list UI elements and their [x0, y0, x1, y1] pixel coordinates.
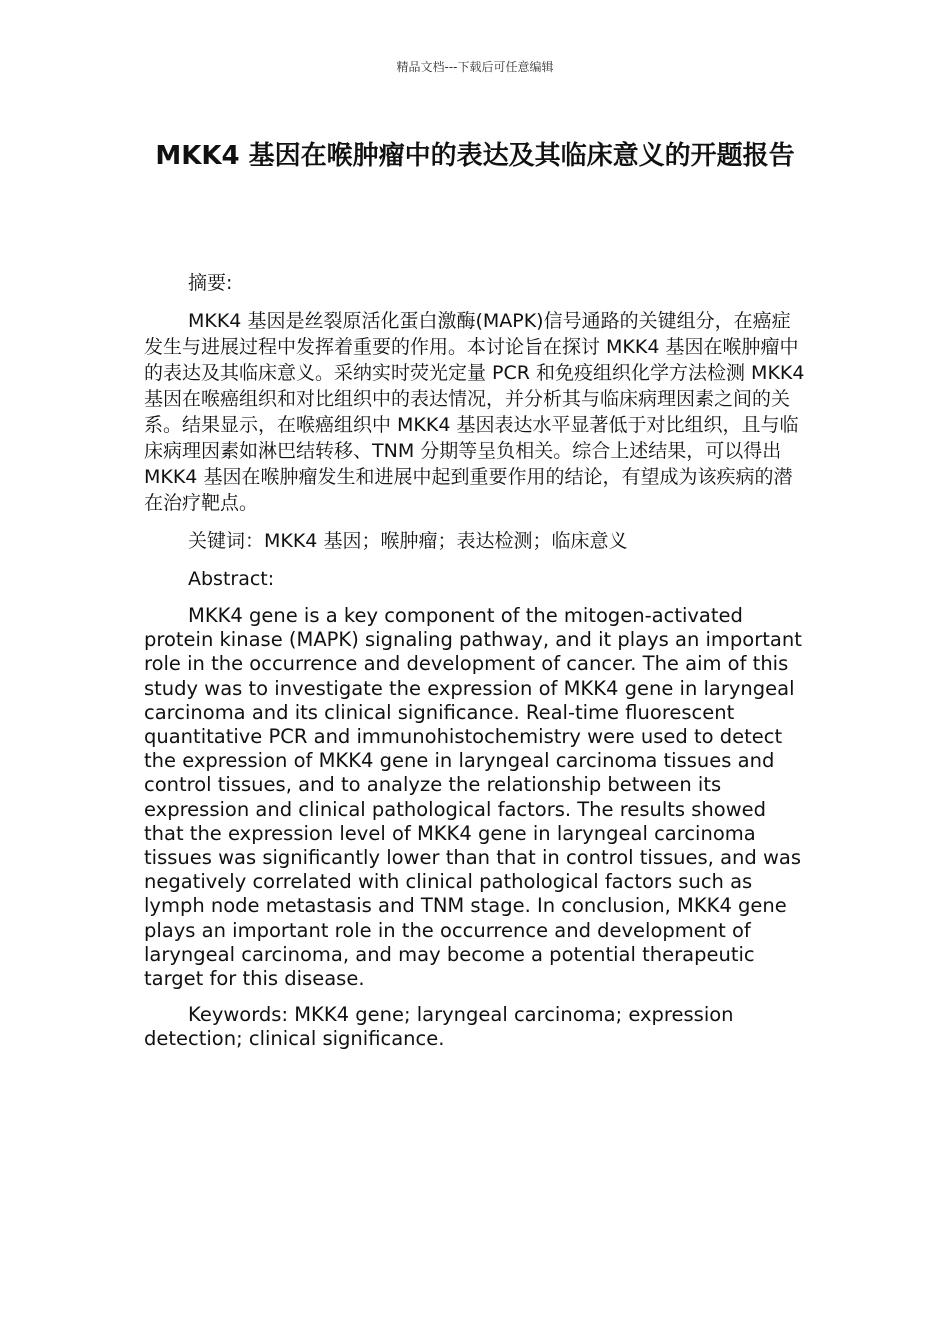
document-header-note: 精品文档---下载后可任意编辑 — [396, 60, 554, 74]
document-title: MKK4 基因在喉肿瘤中的表达及其临床意义的开题报告 — [155, 141, 795, 171]
abstract-en-label: Abstract: — [188, 568, 275, 590]
keywords-en: Keywords: MKK4 gene; laryngeal carcinoma; expression detection; clinical significance. — [144, 1003, 734, 1051]
keywords-cn: 关键词：MKK4 基因；喉肿瘤；表达检测；临床意义 — [188, 530, 628, 552]
abstract-cn-body: MKK4 基因是丝裂原活化蛋白激酶(MAPK)信号通路的关键组分，在癌症发生与进展过程中发挥着重要的作用。本讨论旨在探讨 MKK4 基因在喉肿瘤中的表达及其临床意义。采纳实时荧光定量 PCR 和免疫组织化学方法检测 MKK4 基因在喉癌组织和对比组织中的表达情况，并分析其与临床病理因素之间的关系。结果显示，在喉癌组织中 MKK4 基因表达水平显著低于对比组织，且与临床病理因素如淋巴结转移、TNM 分期等呈负相关。综合上述结果，可以得出 MKK4 基因在喉肿瘤发生和进展中起到重要作用的结论，有望成为该疾病的潜在治疗靶点。 — [144, 310, 805, 514]
document-body — [144, 270, 806, 1052]
abstract-cn-label: 摘要: — [188, 272, 233, 294]
abstract-en-body: MKK4 gene is a key component of the mitogen-activated protein kinase (MAPK) signaling pathway, and it plays an important role in the occurrence and development of cancer. The aim of this study was to investigate the expression of MKK4 gene in laryngeal carcinoma and its clinical significance. Real-time fluorescent quantitative PCR and immunohistochemistry were used to detect the expression of MKK4 gene in laryngeal carcinoma tissues and control tissues, and to analyze the relationship between its expression and clinical pathological factors. The results showed that the expression level of MKK4 gene in laryngeal carcinoma tissues was significantly lower than that in control tissues, and was negatively correlated with clinical pathological factors such as lymph node metastasis and TNM stage. In conclusion, MKK4 gene plays an important role in the occurrence and development of laryngeal carcinoma, and may become a potential therapeutic target for this disease. — [144, 604, 802, 991]
